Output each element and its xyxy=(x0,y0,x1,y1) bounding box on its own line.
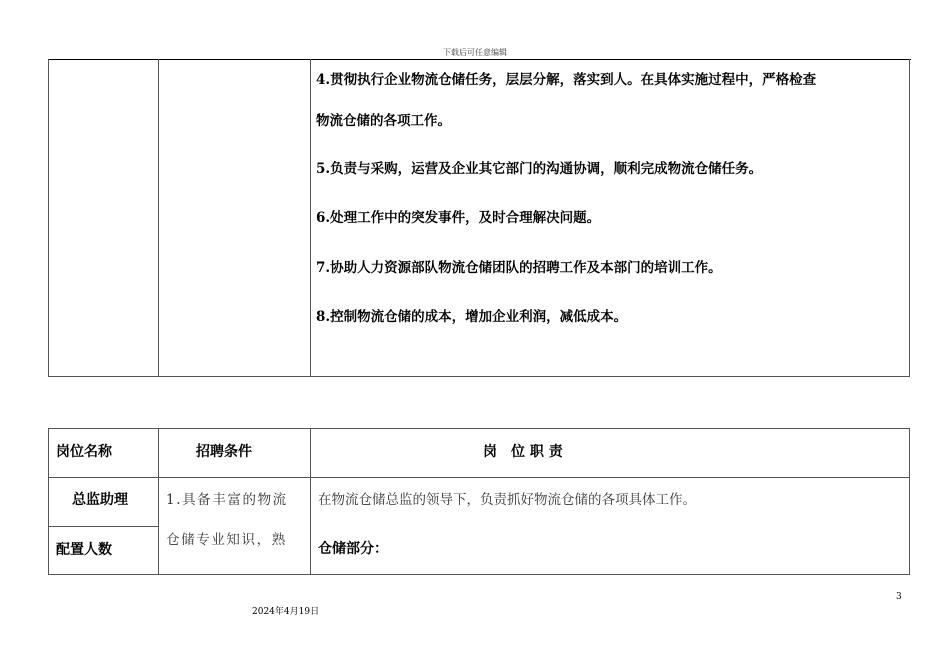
column-divider-1 xyxy=(158,429,159,574)
duty-item-5: 5.负责与采购，运营及企业其它部门的沟通协调，顺利完成物流仓储任务。 xyxy=(316,161,763,177)
footer-date: 2024年4月19日 xyxy=(252,607,320,617)
column-divider-2 xyxy=(310,59,311,376)
position-table xyxy=(48,428,910,575)
position-cell-divider xyxy=(49,526,158,527)
header-requirements: 招聘条件 xyxy=(196,444,252,460)
header-position-name: 岗位名称 xyxy=(56,444,112,460)
duty-item-4-cont: 物流仓储的各项工作。 xyxy=(316,113,451,129)
column-divider-2 xyxy=(310,429,311,574)
requirement-line-1: 1.具备丰富的物流 xyxy=(166,492,288,508)
duty-item-4: 4.贯彻执行企业物流仓储任务，层层分解，落实到人。在具体实施过程中，严格检查 xyxy=(316,72,817,88)
duty-item-7: 7.协助人力资源部队物流仓储团队的招聘工作及本部门的培训工作。 xyxy=(316,260,722,276)
column-divider-1 xyxy=(158,59,159,376)
headcount-label: 配置人数 xyxy=(56,542,112,558)
requirement-line-2: 仓储专业知识，熟 xyxy=(166,532,287,548)
header-duties: 岗 位 职 责 xyxy=(483,444,563,460)
page-number: 3 xyxy=(896,592,902,602)
section-label: 仓储部分： xyxy=(318,541,388,557)
position-title: 总监助理 xyxy=(72,492,128,508)
duties-continuation-table xyxy=(48,59,910,377)
duty-item-6: 6.处理工作中的突发事件，及时合理解决问题。 xyxy=(316,210,601,226)
duty-description: 在物流仓储总监的领导下，负责抓好物流仓储的各项具体工作。 xyxy=(318,492,696,508)
header-note: 下载后可任意编辑 xyxy=(443,48,507,57)
header-row-divider xyxy=(49,477,909,478)
duty-item-8: 8.控制物流仓储的成本，增加企业利润，减低成本。 xyxy=(316,309,628,325)
